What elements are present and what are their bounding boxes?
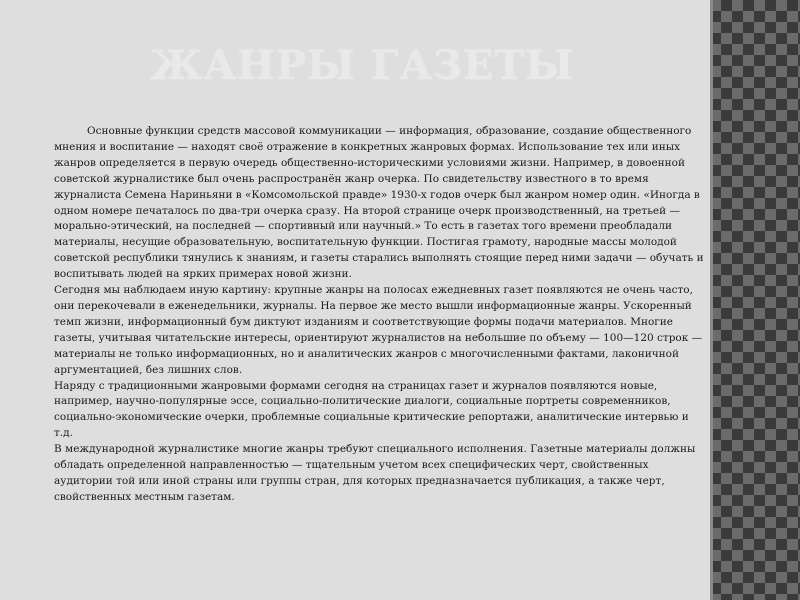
body-paragraph-1: Основные функции средств массовой коммуникации — информация, образование, создание общественного мнения и воспитание — находят своё отражение в конкретных жанровых формах. Использование тех или иных жанров определяется в первую очередь общественно-историческими условиями жизни. Например, в довоенной советской журналистике был очень распространён жанр очерка. По свидетельству известного в то время журналиста Семена Нариньяни в «Комсомольской правде» 1930-х годов очерк был жанром номер один. «Иногда в одном номере печаталось по два-три очерка сразу. На второй странице очерк производственный, на третьей — морально-этический, на последней — спортивный или научный.» То есть в газетах того времени преобладали материалы, несущие образовательную, воспитательную функции. Постигая грамоту, народные массы молодой советской республики тянулись к знаниям, и газеты старались выполнять стоящие перед ними задачи — обучать и воспитывать людей на ярких примерах новой жизни. [54, 125, 704, 281]
body-paragraph-2: Сегодня мы наблюдаем иную картину: крупные жанры на полосах ежедневных газет появляются не очень часто, они перекочевали в еженедельники, журналы. На первое же место вышли информационные жанры. Ускоренный темп жизни, информационный бум диктуют изданиям и соответствующие формы подачи материалов. Многие газеты, учитывая читательские интересы, ориентируют журналистов на небольшие по объему — 100—120 строк — материалы не только информационных, но и аналитических жанров с многочисленными фактами, лаконичной аргументацией, без лишних слов. [54, 284, 703, 376]
decorative-side-pattern [710, 0, 800, 600]
slide-body-text [54, 124, 706, 506]
body-paragraph-4: В международной журналистике многие жанры требуют специального исполнения. Газетные материалы должны обладать определенной направленностью — тщательным учетом всех специфических черт, свойственных аудитории той или иной страны или группы стран, для которых предназначается публикация, а также черт, свойственных местным газетам. [54, 443, 696, 503]
slide-title: ЖАНРЫ ГАЗЕТЫ [150, 42, 575, 89]
body-paragraph-3: Наряду с традиционными жанровыми формами сегодня на страницах газет и журналов появляются новые, например, научно-популярные эссе, социально-политические диалоги, социальные портреты современников, социально-экономические очерки, проблемные социальные критические репортажи, аналитические интервью и т.д. [54, 379, 689, 440]
